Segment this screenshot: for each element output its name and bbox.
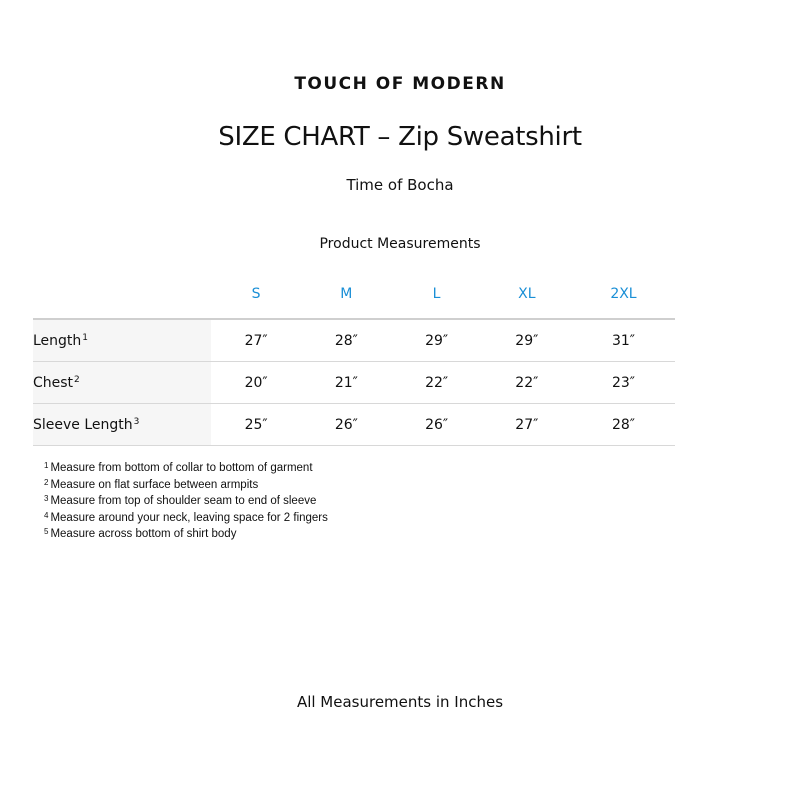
footnote-item bbox=[43, 525, 328, 542]
table-cell: 25″ bbox=[211, 404, 301, 446]
row-label-text: Length bbox=[33, 332, 82, 349]
footnote-text: Measure from bottom of collar to bottom of garment bbox=[50, 462, 313, 474]
row-label-length bbox=[33, 319, 211, 362]
size-chart-table bbox=[33, 270, 675, 446]
table-cell: 29″ bbox=[482, 319, 572, 362]
header-corner-cell bbox=[33, 270, 211, 319]
page-subtitle: Time of Bocha bbox=[346, 176, 454, 194]
row-label-chest bbox=[33, 362, 211, 404]
table-cell: 26″ bbox=[301, 404, 391, 446]
table-cell: 29″ bbox=[391, 319, 481, 362]
table-row bbox=[33, 362, 675, 404]
size-header-2xl: 2XL bbox=[572, 270, 675, 319]
footnote-text: Measure around your neck, leaving space for 2 fingers bbox=[50, 511, 328, 524]
footnote-number: 5 bbox=[44, 527, 49, 536]
size-header-l: L bbox=[391, 270, 481, 319]
row-label-text: Sleeve Length bbox=[33, 416, 133, 433]
size-header-s: S bbox=[211, 270, 301, 319]
footnotes bbox=[43, 459, 328, 542]
table-cell: 28″ bbox=[572, 404, 675, 446]
table-cell: 27″ bbox=[211, 319, 301, 362]
footnote-ref: 2 bbox=[74, 374, 80, 385]
table-cell: 22″ bbox=[391, 362, 481, 404]
table-row bbox=[33, 319, 675, 362]
table-cell: 28″ bbox=[301, 319, 391, 362]
table-cell: 23″ bbox=[572, 362, 675, 404]
footnote-number: 4 bbox=[44, 510, 49, 520]
footnote-ref: 1 bbox=[82, 332, 89, 343]
footnote-text: Measure from top of shoulder seam to end of sleeve bbox=[50, 495, 317, 507]
footnote-text: Measure across bottom of shirt body bbox=[50, 528, 237, 540]
measurement-units-note: All Measurements in Inches bbox=[296, 693, 504, 711]
table-cell: 27″ bbox=[482, 404, 572, 446]
row-label-sleeve-length bbox=[33, 404, 211, 446]
table-cell: 31″ bbox=[572, 319, 675, 362]
size-header-row bbox=[33, 270, 675, 319]
footnote-item bbox=[43, 476, 328, 493]
row-label-text: Chest bbox=[33, 374, 74, 391]
table-cell: 21″ bbox=[301, 362, 391, 404]
page-title: SIZE CHART – Zip Sweatshirt bbox=[218, 122, 582, 152]
footnote-number: 3 bbox=[44, 494, 49, 503]
footnote-item bbox=[43, 509, 328, 526]
footnote-ref: 3 bbox=[133, 416, 140, 427]
section-title: Product Measurements bbox=[319, 236, 481, 252]
footnote-number: 1 bbox=[44, 461, 49, 470]
footnote-number: 2 bbox=[44, 477, 49, 487]
table-cell: 20″ bbox=[211, 362, 301, 404]
footnote-item bbox=[43, 459, 328, 476]
table-cell: 22″ bbox=[482, 362, 572, 404]
brand-logo: TOUCH OF MODERN bbox=[294, 74, 506, 94]
size-header-m: M bbox=[301, 270, 391, 319]
footnote-item bbox=[43, 492, 328, 509]
table-row bbox=[33, 404, 675, 446]
table-cell: 26″ bbox=[391, 404, 481, 446]
footnote-text: Measure on flat surface between armpits bbox=[50, 478, 259, 491]
size-header-xl: XL bbox=[482, 270, 572, 319]
